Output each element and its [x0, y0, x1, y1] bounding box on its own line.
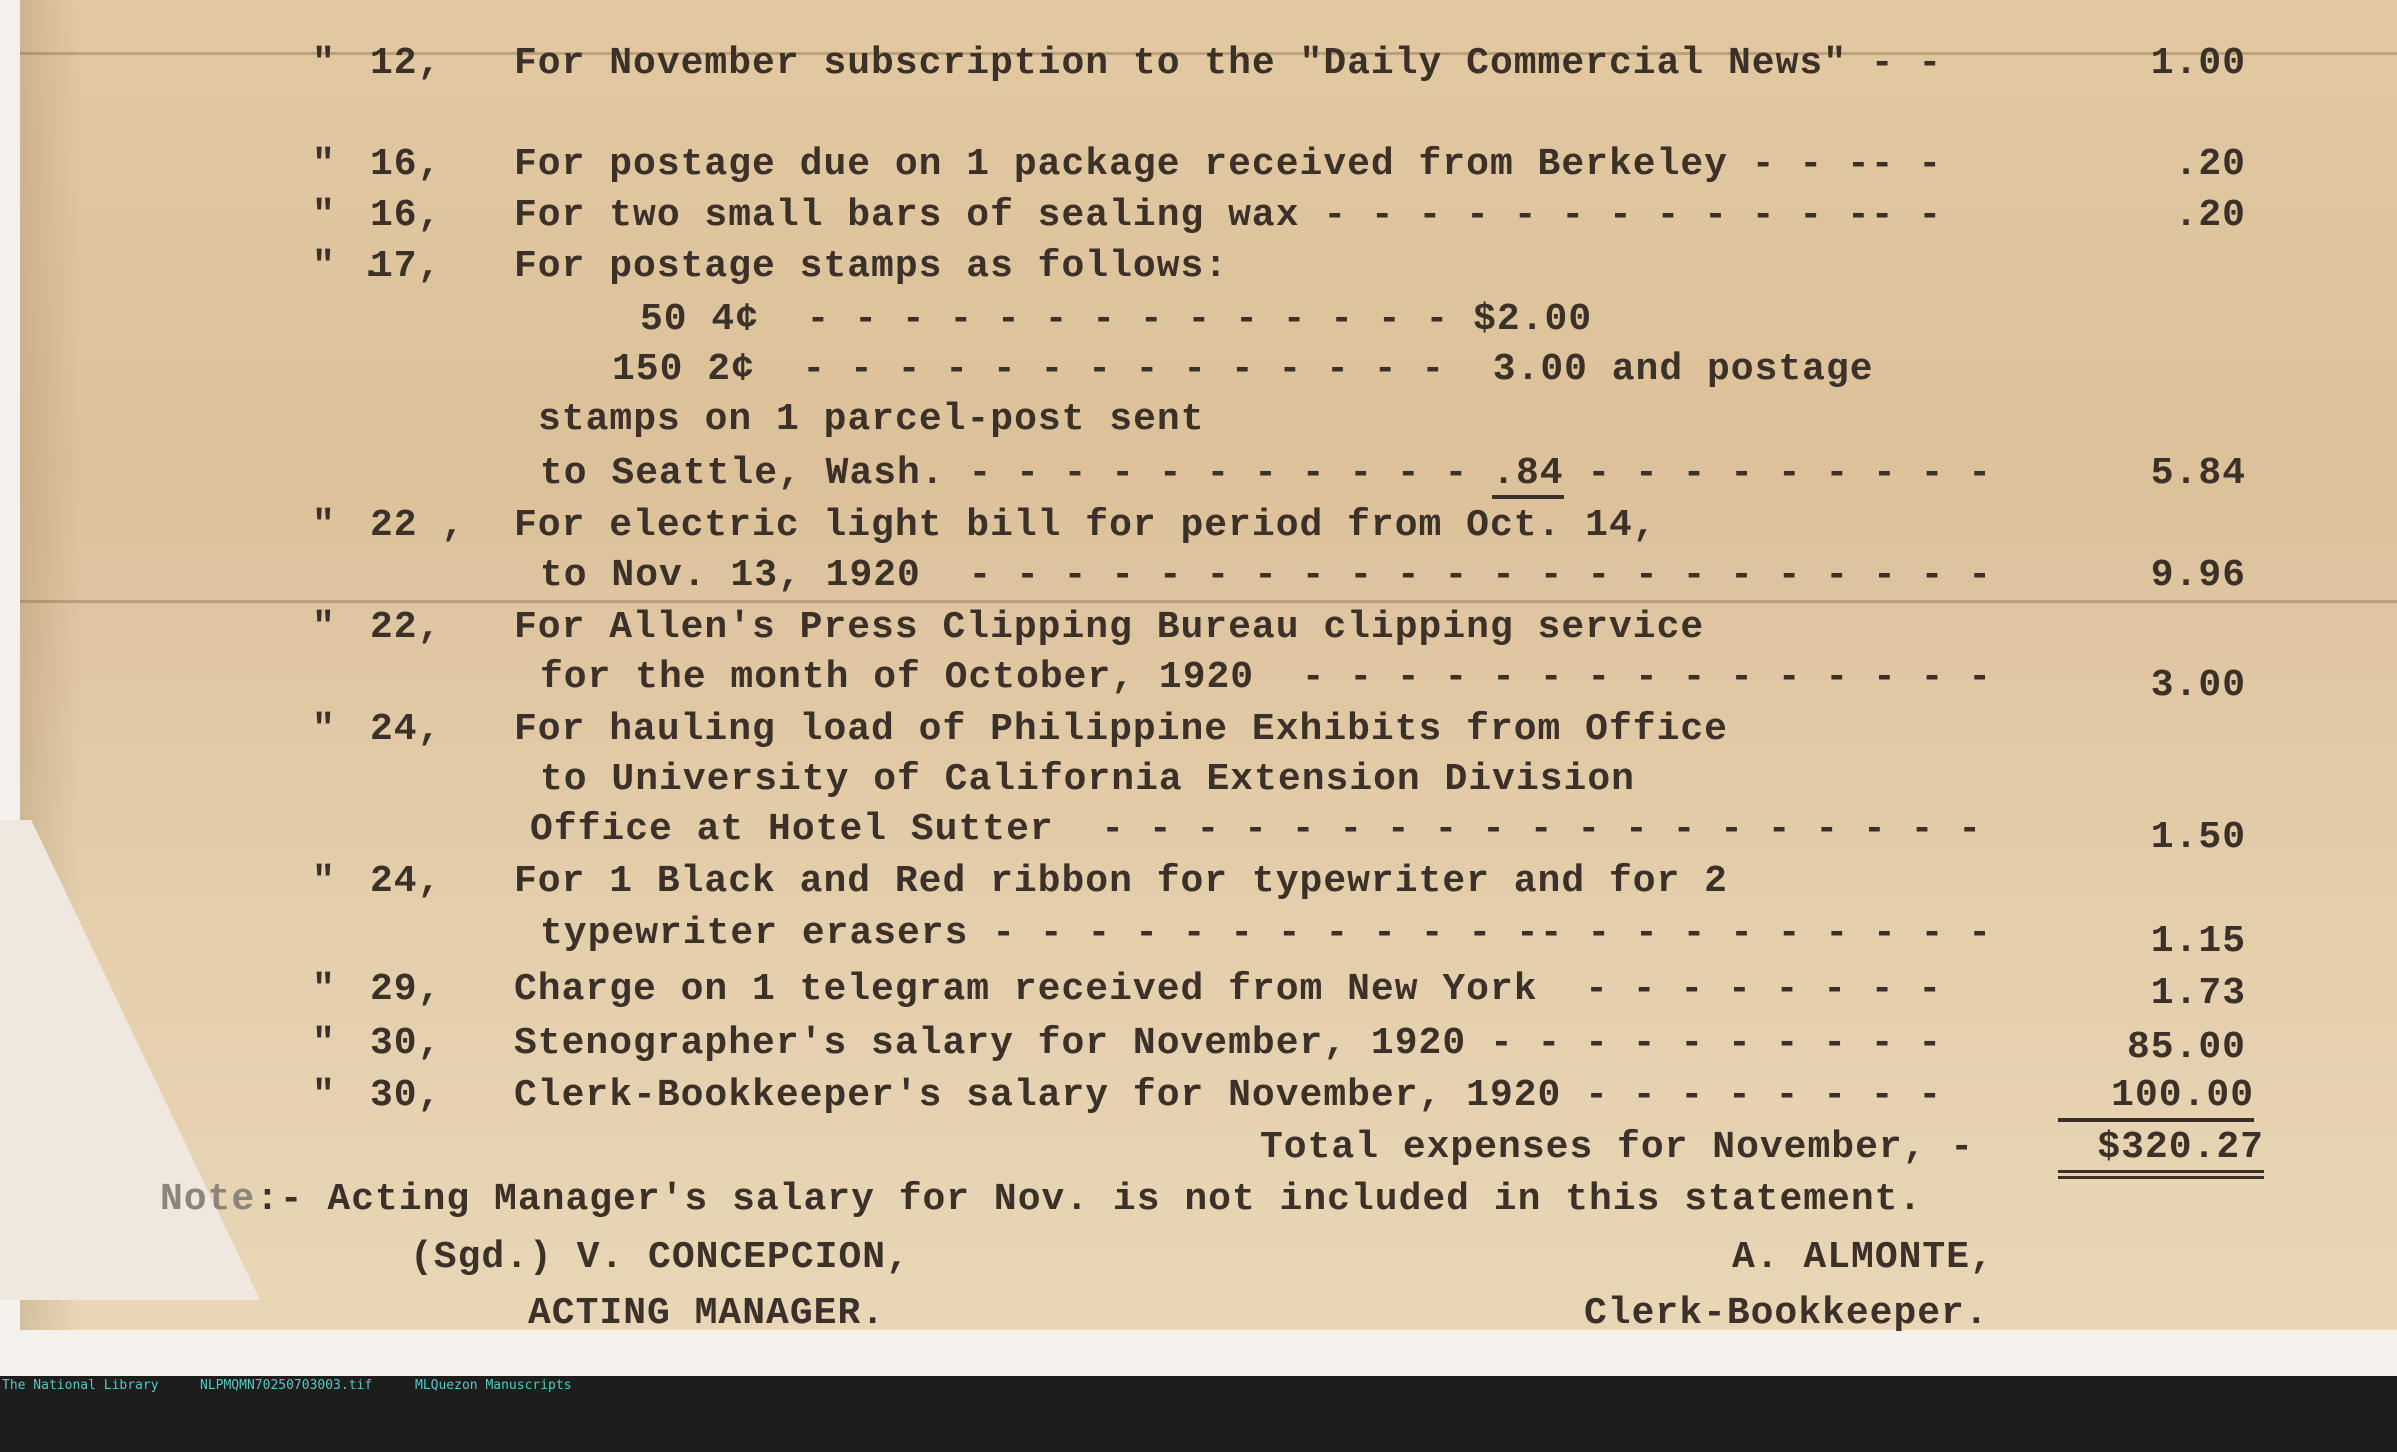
- entry-amount: 5.84: [2150, 452, 2246, 495]
- footer-collection: MLQuezon Manuscripts: [415, 1378, 572, 1393]
- entry-day: 30,: [370, 1074, 442, 1117]
- ditto-mark: ": [312, 968, 336, 1011]
- archive-footer-bar: [0, 1376, 2397, 1395]
- entry-description-cont: typewriter erasers - - - - - - - - - - - -- - - - - - - - - -: [540, 912, 1993, 955]
- entry-description-cont: to University of California Extension Division: [540, 758, 1635, 801]
- entry-amount: 1.15: [2150, 920, 2246, 963]
- signature-left-title: ACTING MANAGER.: [528, 1292, 886, 1335]
- entry-day: 17,: [370, 245, 442, 288]
- entry-description: For postage due on 1 package received from Berkeley - - -- -: [514, 143, 1943, 186]
- ditto-mark: ": [312, 194, 336, 237]
- entry-day: 24,: [370, 708, 442, 751]
- ditto-mark: ": [312, 606, 336, 649]
- entry-description: For November subscription to the "Daily Commercial News" - -: [514, 42, 1943, 85]
- seattle-value: .84: [1492, 452, 1563, 499]
- entry-description: For Allen's Press Clipping Bureau clipping service: [514, 606, 1705, 649]
- entry-amount: 1.73: [2150, 972, 2246, 1015]
- ditto-mark: ": [312, 143, 336, 186]
- entry-description: Stenographer's salary for November, 1920 - - - - - - - - - -: [514, 1022, 1943, 1065]
- footer-institution: The National Library: [2, 1378, 159, 1393]
- entry-day: 22,: [370, 606, 442, 649]
- entry-day: 16,: [370, 143, 442, 186]
- ditto-mark: " .: [312, 245, 384, 288]
- entry-day: 12,: [370, 42, 442, 85]
- entry-description-cont: for the month of October, 1920 - - - - - - - - - - - - - - -: [540, 656, 1993, 699]
- entry-amount: 1.50: [2150, 816, 2246, 859]
- ditto-mark: ": [312, 504, 336, 547]
- entry-description: For electric light bill for period from Oct. 14,: [514, 504, 1657, 547]
- entry-description: For postage stamps as follows:: [514, 245, 1229, 288]
- entry-description-cont: Office at Hotel Sutter - - - - - - - - - - - - - - - - - - -: [530, 808, 1983, 851]
- entry-description: For two small bars of sealing wax - - - - - - - - - - - -- -: [514, 194, 1943, 237]
- entry-amount: 9.96: [2150, 554, 2246, 597]
- entry-description-cont: to Nov. 13, 1920 - - - - - - - - - - - - - - - - - - - - - -: [540, 554, 1993, 597]
- ditto-mark: ": [312, 1022, 336, 1065]
- entry-amount: 100.00: [2058, 1074, 2254, 1122]
- entry-day: 16,: [370, 194, 442, 237]
- ditto-mark: ": [312, 708, 336, 751]
- entry-amount: 1.00: [2150, 42, 2246, 85]
- stamp-line-parcel: stamps on 1 parcel-post sent: [538, 398, 1205, 441]
- entry-day: 24,: [370, 860, 442, 903]
- ditto-mark: ": [312, 1074, 336, 1117]
- signature-right-title: Clerk-Bookkeeper.: [1584, 1292, 1989, 1335]
- entry-amount: 85.00: [2126, 1026, 2246, 1069]
- stamp-line-2c: 150 2¢ - - - - - - - - - - - - - - 3.00 and postage: [612, 348, 1874, 391]
- entry-amount: .20: [2174, 194, 2246, 237]
- total-amount: $320.27: [2058, 1126, 2264, 1179]
- signature-right-name: A. ALMONTE,: [1732, 1236, 1994, 1279]
- entry-description: For hauling load of Philippine Exhibits from Office: [514, 708, 1728, 751]
- entry-day: 29,: [370, 968, 442, 1011]
- entry-description: For 1 Black and Red ribbon for typewriter and for 2: [514, 860, 1728, 903]
- note-text: :- Acting Manager's salary for Nov. is not included in this statement.: [256, 1178, 1923, 1221]
- entry-description: Clerk-Bookkeeper's salary for November, 1920 - - - - - - - -: [514, 1074, 1943, 1117]
- note-lead: Note: [160, 1178, 256, 1221]
- stamp-line-4c: 50 4¢ - - - - - - - - - - - - - - $2.00: [640, 298, 1593, 341]
- signature-left-name: (Sgd.) V. CONCEPCION,: [410, 1236, 910, 1279]
- entry-description: Charge on 1 telegram received from New York - - - - - - - -: [514, 968, 1943, 1011]
- seattle-leader: - - - - - - - - -: [1587, 452, 1993, 495]
- entry-day: 30,: [370, 1022, 442, 1065]
- total-label: Total expenses for November, -: [1260, 1126, 1975, 1169]
- entry-amount: 3.00: [2150, 664, 2246, 707]
- entry-day: 22 ,: [370, 504, 466, 547]
- ditto-mark: ": [312, 42, 336, 85]
- entry-amount: .20: [2174, 143, 2246, 186]
- stamp-line-seattle: [540, 452, 1992, 496]
- ditto-mark: ": [312, 860, 336, 903]
- footer-filename: NLPMQMN70250703003.tif: [200, 1378, 373, 1393]
- seattle-text: to Seattle, Wash. - - - - - - - - - - -: [540, 452, 1469, 495]
